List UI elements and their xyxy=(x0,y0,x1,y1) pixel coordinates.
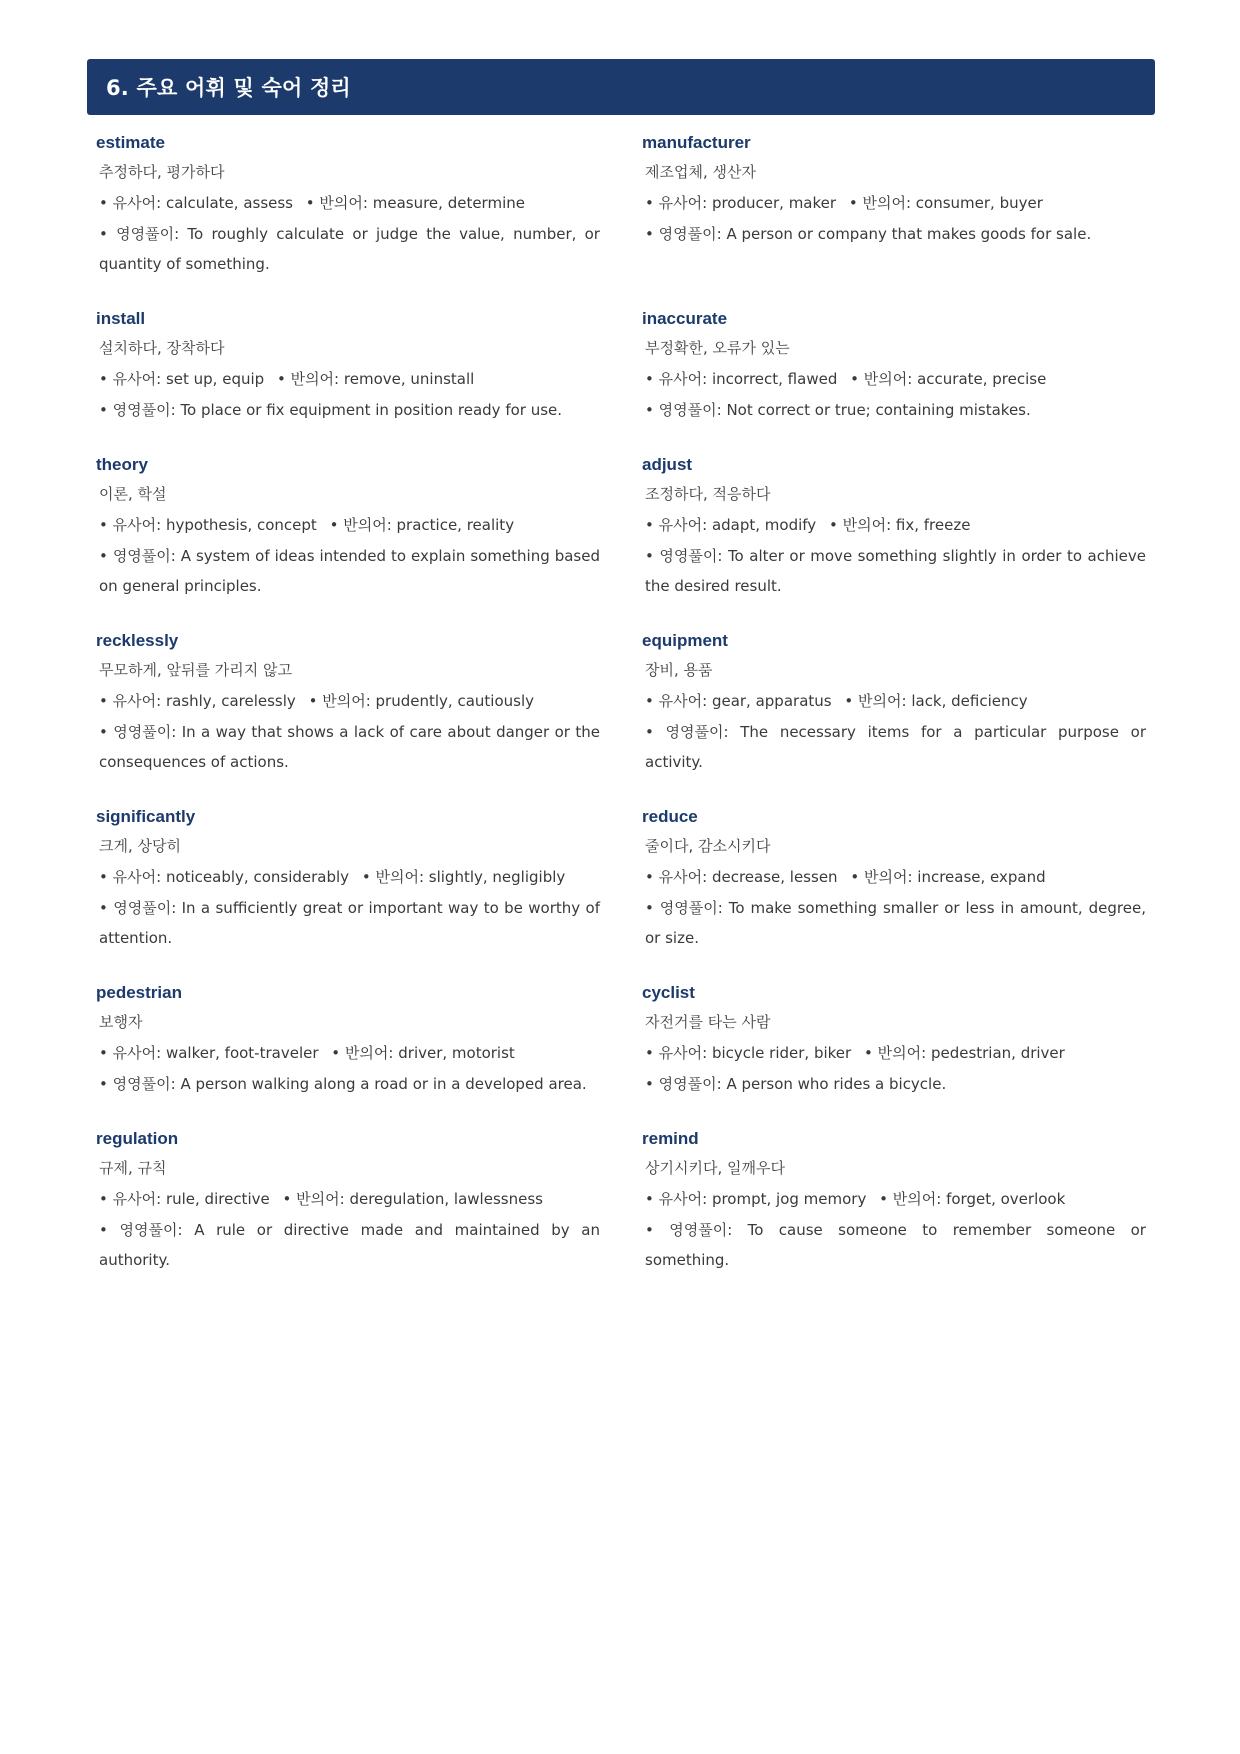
vocab-definition xyxy=(642,395,1146,425)
vocab-entry-reduce xyxy=(642,804,1146,980)
vocab-definition xyxy=(96,541,600,601)
vocab-entry-inaccurate xyxy=(642,306,1146,452)
vocab-term: theory xyxy=(96,455,148,474)
synonym-label: 유사어: xyxy=(112,1190,162,1208)
vocab-synonym-antonym xyxy=(96,690,600,712)
antonym-values: remove, uninstall xyxy=(343,370,475,388)
bullet-icon: • xyxy=(305,194,315,212)
vocabulary-grid xyxy=(96,130,1146,1293)
definition-text: A rule or directive made and maintained by an authority. xyxy=(99,1221,600,1269)
definition-label: 영영풀이: xyxy=(665,723,729,741)
vocab-synonym-antonym xyxy=(642,514,1146,536)
vocab-definition xyxy=(642,1215,1146,1275)
bullet-icon: • xyxy=(282,1190,292,1208)
definition-label: 영영풀이: xyxy=(113,723,177,741)
definition-label: 영영풀이: xyxy=(112,401,176,419)
bullet-icon: • xyxy=(645,723,654,741)
definition-label: 영영풀이: xyxy=(658,225,722,243)
vocab-term: inaccurate xyxy=(642,309,728,328)
synonym-label: 유사어: xyxy=(658,1044,708,1062)
synonym-values: rule, directive xyxy=(165,1190,270,1208)
antonym-label: 반의어: xyxy=(296,1190,345,1208)
vocab-synonym-antonym xyxy=(96,1042,600,1064)
antonym-values: slightly, negligibly xyxy=(428,868,566,886)
definition-text: In a sufficiently great or important way to be worthy of attention. xyxy=(99,899,600,947)
vocab-definition xyxy=(96,893,600,953)
vocab-definition xyxy=(642,1069,1146,1099)
vocab-synonym-antonym xyxy=(96,866,600,888)
vocab-entry-manufacturer xyxy=(642,130,1146,306)
bullet-icon: • xyxy=(99,401,108,419)
synonym-values: gear, apparatus xyxy=(711,692,832,710)
antonym-label: 반의어: xyxy=(858,692,907,710)
bullet-icon: • xyxy=(645,194,654,212)
vocab-term: equipment xyxy=(642,631,728,650)
vocab-meaning: 줄이다, 감소시키다 xyxy=(645,837,771,855)
vocab-meaning: 무모하게, 앞뒤를 가리지 않고 xyxy=(99,661,292,679)
vocab-definition xyxy=(642,219,1146,249)
vocab-term: estimate xyxy=(96,133,165,152)
vocab-term: reduce xyxy=(642,807,698,826)
definition-text: In a way that shows a lack of care about danger or the consequences of actions. xyxy=(99,723,600,771)
bullet-icon: • xyxy=(645,370,654,388)
antonym-label: 반의어: xyxy=(877,1044,927,1062)
bullet-icon: • xyxy=(879,1190,888,1208)
vocab-entry-pedestrian xyxy=(96,980,600,1126)
synonym-label: 유사어: xyxy=(112,194,162,212)
vocab-definition xyxy=(96,395,600,425)
bullet-icon: • xyxy=(645,692,654,710)
definition-label: 영영풀이: xyxy=(119,1221,183,1239)
synonym-values: bicycle rider, biker xyxy=(711,1044,852,1062)
bullet-icon: • xyxy=(863,1044,873,1062)
synonym-label: 유사어: xyxy=(658,868,708,886)
vocab-term: significantly xyxy=(96,807,196,826)
bullet-icon: • xyxy=(645,868,654,886)
vocab-term: regulation xyxy=(96,1129,179,1148)
antonym-values: fix, freeze xyxy=(895,516,971,534)
bullet-icon: • xyxy=(645,401,654,419)
synonym-label: 유사어: xyxy=(112,692,162,710)
definition-text: A person or company that makes goods for sale. xyxy=(726,225,1092,243)
antonym-values: accurate, precise xyxy=(917,370,1047,388)
definition-label: 영영풀이: xyxy=(669,1221,733,1239)
synonym-values: decrease, lessen xyxy=(711,868,838,886)
synonym-values: rashly, carelessly xyxy=(165,692,296,710)
antonym-values: prudently, cautiously xyxy=(375,692,534,710)
antonym-values: increase, expand xyxy=(917,868,1046,886)
synonym-values: calculate, assess xyxy=(165,194,293,212)
vocab-entry-estimate xyxy=(96,130,600,306)
vocab-synonym-antonym xyxy=(96,514,600,536)
definition-label: 영영풀이: xyxy=(659,547,723,565)
synonym-label: 유사어: xyxy=(658,194,708,212)
vocab-synonym-antonym xyxy=(642,1042,1146,1064)
synonym-values: prompt, jog memory xyxy=(711,1190,867,1208)
vocab-entry-equipment xyxy=(642,628,1146,804)
vocab-entry-remind xyxy=(642,1126,1146,1293)
bullet-icon: • xyxy=(99,1221,108,1239)
vocab-meaning: 설치하다, 장착하다 xyxy=(99,339,225,357)
definition-label: 영영풀이: xyxy=(112,1075,176,1093)
definition-label: 영영풀이: xyxy=(116,225,180,243)
bullet-icon: • xyxy=(99,899,108,917)
bullet-icon: • xyxy=(645,547,654,565)
vocab-entry-regulation xyxy=(96,1126,600,1293)
vocab-entry-theory xyxy=(96,452,600,628)
antonym-label: 반의어: xyxy=(842,516,892,534)
definition-text: A person who rides a bicycle. xyxy=(726,1075,947,1093)
synonym-values: set up, equip xyxy=(165,370,265,388)
vocab-definition xyxy=(96,1215,600,1275)
antonym-label: 반의어: xyxy=(862,194,912,212)
vocab-definition xyxy=(642,717,1146,777)
vocab-entry-recklessly xyxy=(96,628,600,804)
vocab-synonym-antonym xyxy=(96,192,600,214)
antonym-label: 반의어: xyxy=(375,868,424,886)
synonym-label: 유사어: xyxy=(112,516,162,534)
antonym-label: 반의어: xyxy=(343,516,392,534)
bullet-icon: • xyxy=(361,868,371,886)
vocab-term: manufacturer xyxy=(642,133,751,152)
vocab-synonym-antonym xyxy=(642,368,1146,390)
definition-label: 영영풀이: xyxy=(113,899,177,917)
antonym-values: lack, deficiency xyxy=(911,692,1028,710)
antonym-label: 반의어: xyxy=(863,868,913,886)
antonym-label: 반의어: xyxy=(892,1190,942,1208)
bullet-icon: • xyxy=(99,1075,108,1093)
synonym-values: noticeably, considerably xyxy=(165,868,350,886)
vocab-synonym-antonym xyxy=(642,690,1146,712)
synonym-label: 유사어: xyxy=(112,868,162,886)
synonym-values: adapt, modify xyxy=(711,516,817,534)
vocab-term: cyclist xyxy=(642,983,695,1002)
bullet-icon: • xyxy=(99,692,108,710)
antonym-label: 반의어: xyxy=(863,370,913,388)
bullet-icon: • xyxy=(645,516,654,534)
vocab-definition xyxy=(96,717,600,777)
vocab-meaning: 부정확한, 오류가 있는 xyxy=(645,339,790,357)
antonym-values: pedestrian, driver xyxy=(930,1044,1065,1062)
synonym-label: 유사어: xyxy=(112,1044,162,1062)
section-header xyxy=(87,59,1155,115)
bullet-icon: • xyxy=(848,194,858,212)
synonym-values: incorrect, flawed xyxy=(711,370,838,388)
bullet-icon: • xyxy=(99,868,108,886)
bullet-icon: • xyxy=(99,547,108,565)
antonym-values: driver, motorist xyxy=(398,1044,515,1062)
antonym-values: measure, determine xyxy=(372,194,525,212)
antonym-label: 반의어: xyxy=(319,194,368,212)
bullet-icon: • xyxy=(828,516,838,534)
antonym-label: 반의어: xyxy=(344,1044,394,1062)
vocab-synonym-antonym xyxy=(642,192,1146,214)
antonym-values: deregulation, lawlessness xyxy=(349,1190,543,1208)
synonym-label: 유사어: xyxy=(658,516,708,534)
vocab-term: pedestrian xyxy=(96,983,182,1002)
bullet-icon: • xyxy=(276,370,286,388)
bullet-icon: • xyxy=(645,1221,654,1239)
vocab-term: remind xyxy=(642,1129,699,1148)
definition-text: To make something smaller or less in amount, degree, or size. xyxy=(645,899,1146,947)
synonym-label: 유사어: xyxy=(658,1190,708,1208)
vocab-entry-significantly xyxy=(96,804,600,980)
bullet-icon: • xyxy=(99,1044,108,1062)
bullet-icon: • xyxy=(99,723,108,741)
definition-label: 영영풀이: xyxy=(658,1075,722,1093)
definition-label: 영영풀이: xyxy=(112,547,176,565)
vocab-entry-cyclist xyxy=(642,980,1146,1126)
vocab-term: install xyxy=(96,309,146,328)
bullet-icon: • xyxy=(99,194,108,212)
vocab-definition xyxy=(96,1069,600,1099)
vocab-entry-install xyxy=(96,306,600,452)
bullet-icon: • xyxy=(99,225,108,243)
bullet-icon: • xyxy=(645,1190,654,1208)
vocab-meaning: 자전거를 타는 사람 xyxy=(645,1013,771,1031)
definition-text: A person walking along a road or in a developed area. xyxy=(180,1075,587,1093)
bullet-icon: • xyxy=(99,1190,108,1208)
vocab-synonym-antonym xyxy=(96,1188,600,1210)
antonym-values: consumer, buyer xyxy=(915,194,1043,212)
bullet-icon: • xyxy=(645,1075,654,1093)
bullet-icon: • xyxy=(645,899,654,917)
synonym-values: walker, foot-traveler xyxy=(165,1044,319,1062)
bullet-icon: • xyxy=(99,516,108,534)
vocab-meaning: 크게, 상당히 xyxy=(99,837,181,855)
definition-text: Not correct or true; containing mistakes. xyxy=(726,401,1031,419)
vocab-meaning: 규제, 규칙 xyxy=(99,1159,167,1177)
bullet-icon: • xyxy=(331,1044,341,1062)
bullet-icon: • xyxy=(850,370,859,388)
synonym-label: 유사어: xyxy=(658,692,708,710)
synonym-label: 유사어: xyxy=(658,370,708,388)
antonym-values: practice, reality xyxy=(396,516,515,534)
synonym-values: hypothesis, concept xyxy=(165,516,317,534)
vocab-definition xyxy=(96,219,600,279)
vocab-meaning: 장비, 용품 xyxy=(645,661,713,679)
bullet-icon: • xyxy=(645,1044,654,1062)
definition-label: 영영풀이: xyxy=(659,899,723,917)
antonym-values: forget, overlook xyxy=(946,1190,1066,1208)
vocab-meaning: 이론, 학설 xyxy=(99,485,167,503)
bullet-icon: • xyxy=(850,868,860,886)
definition-text: A system of ideas intended to explain something based on general principles. xyxy=(99,547,600,595)
definition-label: 영영풀이: xyxy=(658,401,722,419)
synonym-values: producer, maker xyxy=(711,194,837,212)
vocab-definition xyxy=(642,893,1146,953)
vocab-entry-adjust xyxy=(642,452,1146,628)
vocab-meaning: 조정하다, 적응하다 xyxy=(645,485,771,503)
vocab-meaning: 상기시키다, 일깨우다 xyxy=(645,1159,785,1177)
definition-text: To place or fix equipment in position ready for use. xyxy=(180,401,563,419)
vocab-synonym-antonym xyxy=(96,368,600,390)
bullet-icon: • xyxy=(99,370,108,388)
bullet-icon: • xyxy=(329,516,339,534)
section-title: 6. 주요 어휘 및 숙어 정리 xyxy=(106,76,351,100)
definition-text: To alter or move something slightly in order to achieve the desired result. xyxy=(645,547,1146,595)
bullet-icon: • xyxy=(645,225,654,243)
vocab-meaning: 추정하다, 평가하다 xyxy=(99,163,225,181)
vocab-term: adjust xyxy=(642,455,693,474)
antonym-label: 반의어: xyxy=(290,370,340,388)
vocab-synonym-antonym xyxy=(642,1188,1146,1210)
vocab-definition xyxy=(642,541,1146,601)
bullet-icon: • xyxy=(844,692,854,710)
vocab-meaning: 제조업체, 생산자 xyxy=(645,163,756,181)
synonym-label: 유사어: xyxy=(112,370,162,388)
antonym-label: 반의어: xyxy=(322,692,371,710)
definition-text: The necessary items for a particular purpose or activity. xyxy=(645,723,1146,771)
vocab-meaning: 보행자 xyxy=(99,1013,143,1031)
vocab-synonym-antonym xyxy=(642,866,1146,888)
vocab-term: recklessly xyxy=(96,631,179,650)
definition-text: To roughly calculate or judge the value, number, or quantity of something. xyxy=(99,225,600,273)
definition-text: To cause someone to remember someone or something. xyxy=(645,1221,1146,1269)
bullet-icon: • xyxy=(308,692,318,710)
